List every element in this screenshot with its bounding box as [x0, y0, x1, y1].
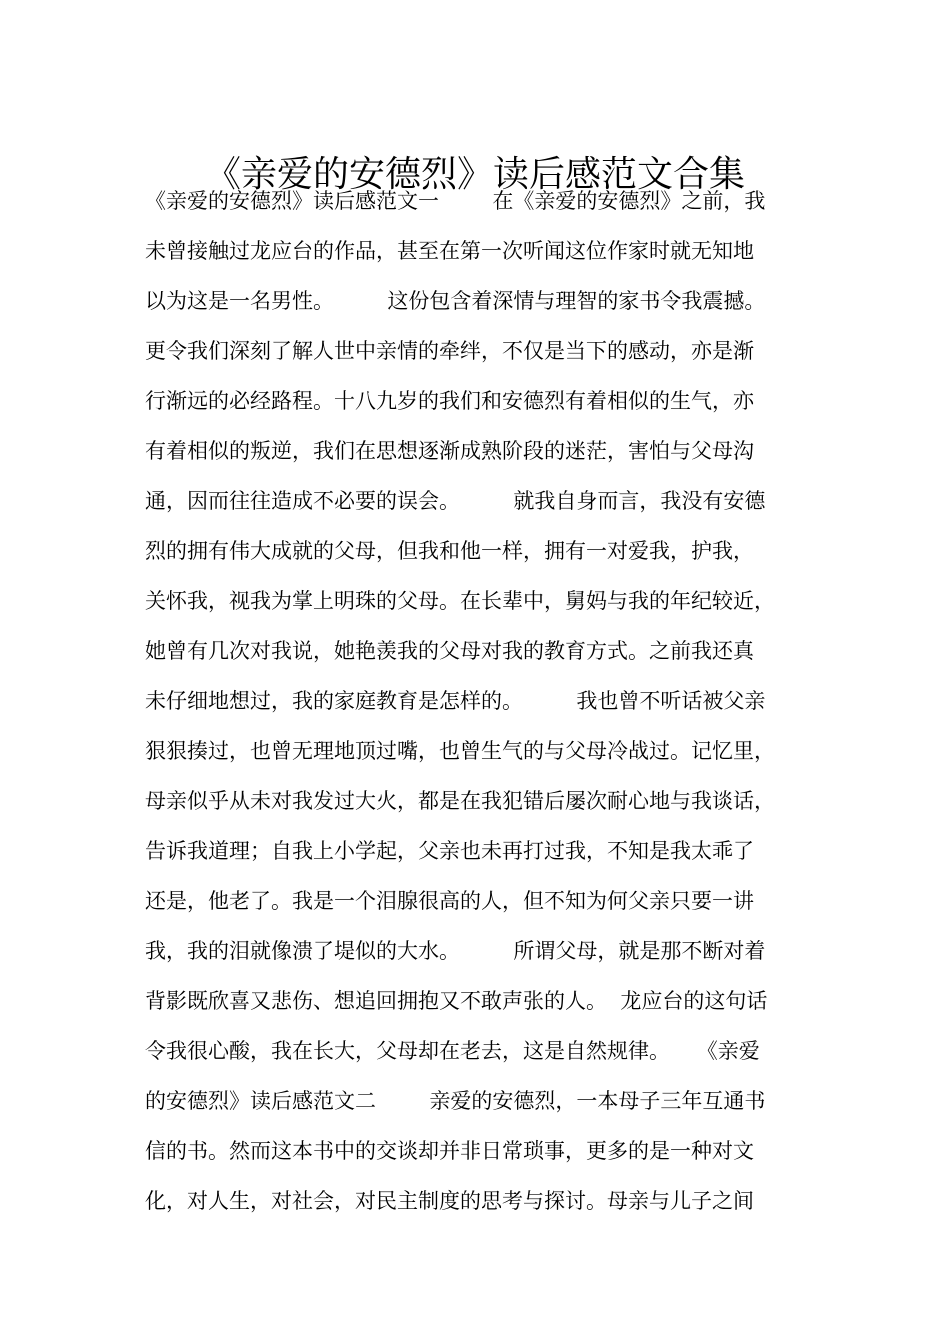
text-line: 狠狠揍过，也曾无理地顶过嘴，也曾生气的与父母冷战过。记忆里，: [145, 739, 775, 763]
document-body: [145, 182, 835, 1232]
text-line: 未仔细地想过，我的家庭教育是怎样的。 我也曾不听话被父亲: [145, 689, 766, 713]
text-line: 关怀我，视我为掌上明珠的父母。在长辈中，舅妈与我的年纪较近，: [145, 589, 775, 613]
text-line: 告诉我道理；自我上小学起，父亲也未再打过我，不知是我太乖了: [145, 839, 754, 863]
text-line: 通，因而往往造成不必要的误会。 就我自身而言，我没有安德: [145, 489, 766, 513]
text-line: 她曾有几次对我说，她艳羡我的父母对我的教育方式。之前我还真: [145, 639, 754, 663]
text-line: 的安德烈》读后感范文二 亲爱的安德烈，一本母子三年互通书: [145, 1089, 766, 1113]
text-line: 还是，他老了。我是一个泪腺很高的人，但不知为何父亲只要一讲: [145, 889, 754, 913]
document-title: 《亲爱的安德烈》读后感范文合集: [204, 154, 745, 196]
text-line: 以为这是一名男性。 这份包含着深情与理智的家书令我震撼。: [145, 289, 766, 313]
text-line: 化，对人生，对社会，对民主制度的思考与探讨。母亲与儿子之间: [145, 1189, 754, 1213]
text-line: 信的书。然而这本书中的交谈却并非日常琐事，更多的是一种对文: [145, 1139, 754, 1163]
text-line: 有着相似的叛逆，我们在思想逐渐成熟阶段的迷茫，害怕与父母沟: [145, 439, 754, 463]
text-line: 我，我的泪就像溃了堤似的大水。 所谓父母，就是那不断对着: [145, 939, 766, 963]
text-line: 未曾接触过龙应台的作品，甚至在第一次听闻这位作家时就无知地: [145, 239, 754, 263]
text-line: 行渐远的必经路程。十八九岁的我们和安德烈有着相似的生气，亦: [145, 389, 754, 413]
text-line: 背影既欣喜又悲伤、想追回拥抱又不敢声张的人。 龙应台的这句话: [145, 989, 768, 1013]
text-line: 《亲爱的安德烈》读后感范文一 在《亲爱的安德烈》之前，我: [145, 189, 766, 213]
text-line: 烈的拥有伟大成就的父母，但我和他一样，拥有一对爱我，护我，: [145, 539, 754, 563]
text-line: 更令我们深刻了解人世中亲情的牵绊，不仅是当下的感动，亦是渐: [145, 339, 754, 363]
text-line: 母亲似乎从未对我发过大火，都是在我犯错后屡次耐心地与我谈话，: [145, 789, 775, 813]
text-line: 令我很心酸，我在长大，父母却在老去，这是自然规律。 《亲爱: [145, 1039, 760, 1063]
